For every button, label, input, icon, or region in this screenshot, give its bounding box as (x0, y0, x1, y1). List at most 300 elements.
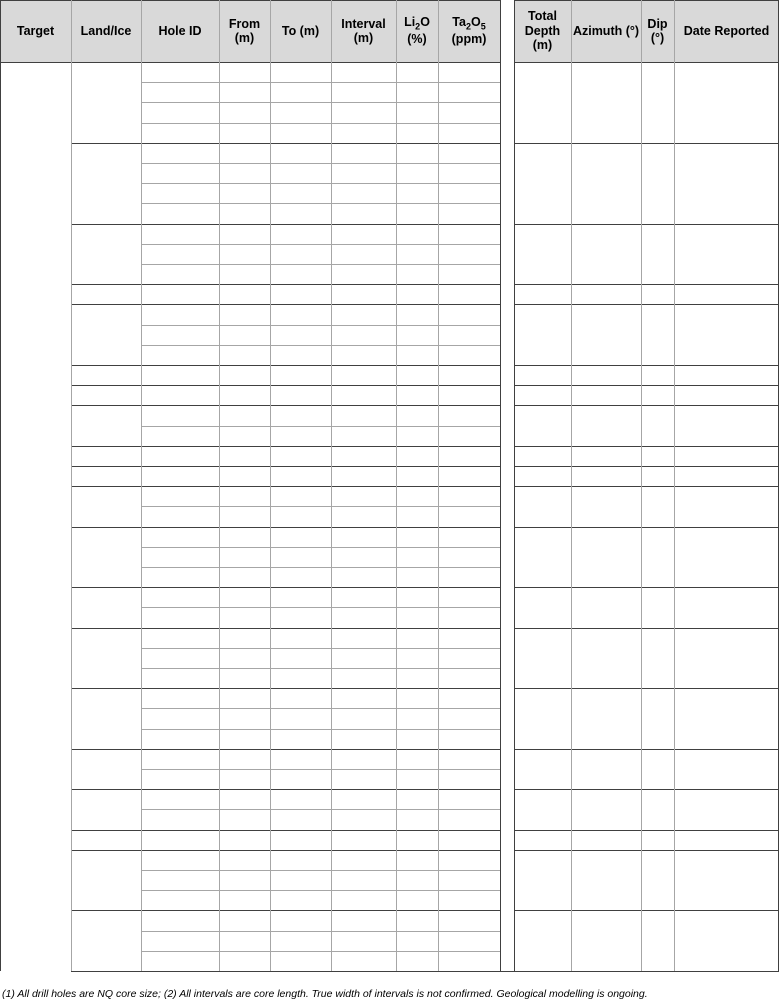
date-reported (674, 62, 779, 82)
total-depth (514, 284, 571, 304)
value-ta (438, 890, 500, 910)
value-from (219, 527, 270, 547)
hole-id (141, 143, 219, 163)
hole-id (141, 304, 219, 324)
sub-interval-label (141, 607, 219, 627)
value-li (396, 385, 438, 405)
sub-interval-label (141, 729, 219, 749)
value-ta (438, 648, 500, 668)
grid-line (0, 0, 1, 971)
value-from (219, 506, 270, 526)
value-li (396, 910, 438, 930)
value-li (396, 264, 438, 284)
total-depth (514, 385, 571, 405)
value-from (219, 486, 270, 506)
value-ta (438, 62, 500, 82)
value-int (331, 446, 396, 466)
value-ta (438, 345, 500, 365)
land-ice-label (71, 587, 141, 627)
value-to (270, 809, 331, 829)
value-int (331, 183, 396, 203)
azimuth (571, 224, 641, 244)
grid-line (141, 345, 500, 346)
value-ta (438, 426, 500, 446)
value-li (396, 547, 438, 567)
grid-line (141, 203, 500, 204)
dip (641, 466, 674, 486)
value-li (396, 365, 438, 385)
land-ice-label (71, 405, 141, 445)
value-int (331, 931, 396, 951)
date-reported (674, 688, 779, 708)
value-int (331, 224, 396, 244)
value-ta (438, 325, 500, 345)
dip (641, 749, 674, 769)
date-reported (674, 850, 779, 870)
azimuth (571, 527, 641, 547)
value-from (219, 102, 270, 122)
value-to (270, 426, 331, 446)
value-from (219, 446, 270, 466)
grid-line (141, 82, 500, 83)
value-to (270, 123, 331, 143)
land-ice-label (71, 365, 141, 385)
value-li (396, 82, 438, 102)
value-int (331, 163, 396, 183)
value-li (396, 708, 438, 728)
hole-id (141, 527, 219, 547)
value-from (219, 789, 270, 809)
header-label: From (m) (228, 16, 261, 45)
value-from (219, 607, 270, 627)
value-to (270, 284, 331, 304)
value-from (219, 749, 270, 769)
value-from (219, 567, 270, 587)
date-reported (674, 446, 779, 466)
value-int (331, 143, 396, 163)
value-to (270, 62, 331, 82)
value-int (331, 547, 396, 567)
grid-line (141, 547, 500, 548)
total-depth (514, 749, 571, 769)
value-li (396, 668, 438, 688)
azimuth (571, 385, 641, 405)
value-from (219, 870, 270, 890)
value-int (331, 325, 396, 345)
hole-id (141, 628, 219, 648)
value-int (331, 466, 396, 486)
sub-interval-label (141, 668, 219, 688)
land-ice-label (71, 62, 141, 143)
value-ta (438, 729, 500, 749)
value-int (331, 123, 396, 143)
value-from (219, 890, 270, 910)
total-depth (514, 466, 571, 486)
azimuth (571, 628, 641, 648)
header-date-reported (674, 0, 779, 62)
hole-id (141, 850, 219, 870)
value-li (396, 426, 438, 446)
value-to (270, 870, 331, 890)
value-from (219, 62, 270, 82)
grid-line (141, 708, 500, 709)
value-li (396, 183, 438, 203)
value-ta (438, 102, 500, 122)
dip (641, 688, 674, 708)
value-li (396, 486, 438, 506)
land-ice-label (71, 284, 141, 304)
value-li (396, 284, 438, 304)
value-from (219, 405, 270, 425)
date-reported (674, 628, 779, 648)
column-gap (501, 0, 514, 971)
value-ta (438, 951, 500, 971)
value-ta (438, 931, 500, 951)
value-to (270, 244, 331, 264)
grid-line (141, 648, 500, 649)
grid-line (141, 244, 500, 245)
header-ta2o5: $Ta_2O_5$ (ppm) (438, 0, 500, 62)
header-total-depth (514, 0, 571, 62)
dip (641, 143, 674, 163)
value-to (270, 850, 331, 870)
value-from (219, 385, 270, 405)
header-label: Target (16, 23, 55, 38)
footnote: (1) All drill holes are NQ core size; (2) All intervals are core length. True width of intervals is not confirmed. Geological modelling is ongoing. (2, 988, 648, 1000)
land-ice-label (71, 304, 141, 365)
value-ta (438, 203, 500, 223)
value-int (331, 850, 396, 870)
sub-interval-label (141, 648, 219, 668)
value-li (396, 325, 438, 345)
value-from (219, 951, 270, 971)
sub-interval-label (141, 163, 219, 183)
grid-line (396, 0, 397, 971)
value-to (270, 446, 331, 466)
value-int (331, 102, 396, 122)
sub-interval-label (141, 325, 219, 345)
value-li (396, 567, 438, 587)
value-to (270, 708, 331, 728)
value-to (270, 688, 331, 708)
header-label: Total Depth (m) (524, 9, 561, 53)
value-from (219, 163, 270, 183)
grid-line (141, 931, 500, 932)
grid-line (141, 951, 500, 952)
azimuth (571, 850, 641, 870)
azimuth (571, 789, 641, 809)
value-ta (438, 688, 500, 708)
value-to (270, 648, 331, 668)
azimuth (571, 910, 641, 930)
value-ta (438, 527, 500, 547)
grid-line (141, 809, 500, 810)
value-ta (438, 850, 500, 870)
value-li (396, 729, 438, 749)
value-int (331, 870, 396, 890)
value-li (396, 466, 438, 486)
value-to (270, 82, 331, 102)
hole-id (141, 365, 219, 385)
value-to (270, 951, 331, 971)
value-li (396, 102, 438, 122)
grid-line (141, 567, 500, 568)
grid-line (141, 325, 500, 326)
land-ice-label (71, 486, 141, 526)
grid-line (674, 0, 675, 971)
date-reported (674, 527, 779, 547)
grid-line (141, 506, 500, 507)
value-to (270, 587, 331, 607)
value-from (219, 648, 270, 668)
sub-interval-label (141, 506, 219, 526)
value-ta (438, 385, 500, 405)
dip (641, 527, 674, 547)
hole-id (141, 830, 219, 850)
grid-line (141, 870, 500, 871)
sub-interval-label (141, 264, 219, 284)
value-from (219, 850, 270, 870)
value-from (219, 668, 270, 688)
value-li (396, 769, 438, 789)
azimuth (571, 143, 641, 163)
date-reported (674, 224, 779, 244)
azimuth (571, 405, 641, 425)
value-int (331, 729, 396, 749)
value-int (331, 587, 396, 607)
grid-line (141, 102, 500, 103)
grid-line (141, 668, 500, 669)
header-label: Date Reported (683, 23, 770, 38)
header-li2o: $Li_2O$ (%) (396, 0, 438, 62)
value-from (219, 325, 270, 345)
value-li (396, 203, 438, 223)
value-ta (438, 587, 500, 607)
land-ice-label (71, 688, 141, 749)
header-interval (331, 0, 396, 62)
value-li (396, 446, 438, 466)
value-from (219, 183, 270, 203)
hole-id (141, 224, 219, 244)
header-dip (641, 0, 674, 62)
value-ta (438, 466, 500, 486)
sub-interval-label (141, 183, 219, 203)
value-ta (438, 628, 500, 648)
date-reported (674, 789, 779, 809)
grid-line (141, 769, 500, 770)
sub-interval-label (141, 547, 219, 567)
grid-line (141, 729, 500, 730)
value-to (270, 607, 331, 627)
value-from (219, 82, 270, 102)
value-int (331, 365, 396, 385)
value-to (270, 729, 331, 749)
value-to (270, 910, 331, 930)
value-to (270, 749, 331, 769)
value-to (270, 163, 331, 183)
value-int (331, 284, 396, 304)
azimuth (571, 284, 641, 304)
value-from (219, 426, 270, 446)
hole-id (141, 284, 219, 304)
grid-line (0, 0, 779, 1)
value-ta (438, 264, 500, 284)
value-li (396, 587, 438, 607)
header-from (219, 0, 270, 62)
value-li (396, 688, 438, 708)
value-ta (438, 910, 500, 930)
total-depth (514, 365, 571, 385)
dip (641, 284, 674, 304)
value-ta (438, 870, 500, 890)
value-int (331, 345, 396, 365)
sub-interval-label (141, 708, 219, 728)
land-ice-label (71, 830, 141, 850)
value-from (219, 345, 270, 365)
value-ta (438, 143, 500, 163)
land-ice-label (71, 910, 141, 971)
value-li (396, 607, 438, 627)
value-li (396, 951, 438, 971)
grid-line (141, 123, 500, 124)
value-li (396, 809, 438, 829)
header-label: To (m) (281, 23, 320, 38)
value-to (270, 628, 331, 648)
hole-id (141, 587, 219, 607)
date-reported (674, 143, 779, 163)
value-from (219, 264, 270, 284)
target-label (0, 62, 71, 971)
dip (641, 789, 674, 809)
value-to (270, 385, 331, 405)
value-int (331, 567, 396, 587)
grid-line (141, 163, 500, 164)
value-to (270, 466, 331, 486)
grid-line (71, 0, 72, 971)
total-depth (514, 850, 571, 870)
value-to (270, 325, 331, 345)
value-int (331, 708, 396, 728)
value-to (270, 506, 331, 526)
total-depth (514, 587, 571, 607)
value-ta (438, 446, 500, 466)
value-int (331, 506, 396, 526)
date-reported (674, 587, 779, 607)
value-from (219, 304, 270, 324)
value-to (270, 143, 331, 163)
value-ta (438, 749, 500, 769)
total-depth (514, 628, 571, 648)
value-int (331, 809, 396, 829)
value-ta (438, 506, 500, 526)
value-from (219, 729, 270, 749)
dip (641, 224, 674, 244)
value-to (270, 789, 331, 809)
land-ice-label (71, 446, 141, 466)
sub-interval-label (141, 890, 219, 910)
value-int (331, 668, 396, 688)
value-ta (438, 284, 500, 304)
value-int (331, 910, 396, 930)
value-to (270, 224, 331, 244)
grid-line (571, 0, 572, 971)
sub-interval-label (141, 345, 219, 365)
value-from (219, 628, 270, 648)
grid-line (141, 183, 500, 184)
land-ice-label (71, 385, 141, 405)
value-ta (438, 547, 500, 567)
value-from (219, 708, 270, 728)
hole-id (141, 910, 219, 930)
dip (641, 628, 674, 648)
value-from (219, 688, 270, 708)
grid-line (141, 426, 500, 427)
value-int (331, 486, 396, 506)
dip (641, 405, 674, 425)
header-azimuth (571, 0, 641, 62)
value-li (396, 62, 438, 82)
value-to (270, 668, 331, 688)
value-to (270, 365, 331, 385)
header-label: Interval (m) (341, 16, 386, 45)
grid-line (71, 971, 779, 972)
hole-id (141, 789, 219, 809)
value-li (396, 749, 438, 769)
dip (641, 304, 674, 324)
total-depth (514, 446, 571, 466)
total-depth (514, 789, 571, 809)
value-int (331, 890, 396, 910)
grid-line (331, 0, 332, 971)
value-int (331, 789, 396, 809)
value-li (396, 123, 438, 143)
land-ice-label (71, 527, 141, 588)
date-reported (674, 365, 779, 385)
value-from (219, 931, 270, 951)
value-ta (438, 405, 500, 425)
sub-interval-label (141, 426, 219, 446)
grid-line (219, 0, 220, 971)
sub-interval-label (141, 809, 219, 829)
value-from (219, 547, 270, 567)
value-li (396, 163, 438, 183)
date-reported (674, 304, 779, 324)
value-int (331, 304, 396, 324)
azimuth (571, 62, 641, 82)
hole-id (141, 385, 219, 405)
total-depth (514, 527, 571, 547)
value-ta (438, 668, 500, 688)
value-ta (438, 224, 500, 244)
sub-interval-label (141, 82, 219, 102)
value-int (331, 82, 396, 102)
total-depth (514, 62, 571, 82)
value-from (219, 587, 270, 607)
value-to (270, 264, 331, 284)
total-depth (514, 224, 571, 244)
dip (641, 365, 674, 385)
date-reported (674, 749, 779, 769)
dip (641, 910, 674, 930)
value-to (270, 183, 331, 203)
value-ta (438, 82, 500, 102)
value-int (331, 607, 396, 627)
value-ta (438, 769, 500, 789)
date-reported (674, 830, 779, 850)
total-depth (514, 830, 571, 850)
value-li (396, 143, 438, 163)
value-int (331, 749, 396, 769)
